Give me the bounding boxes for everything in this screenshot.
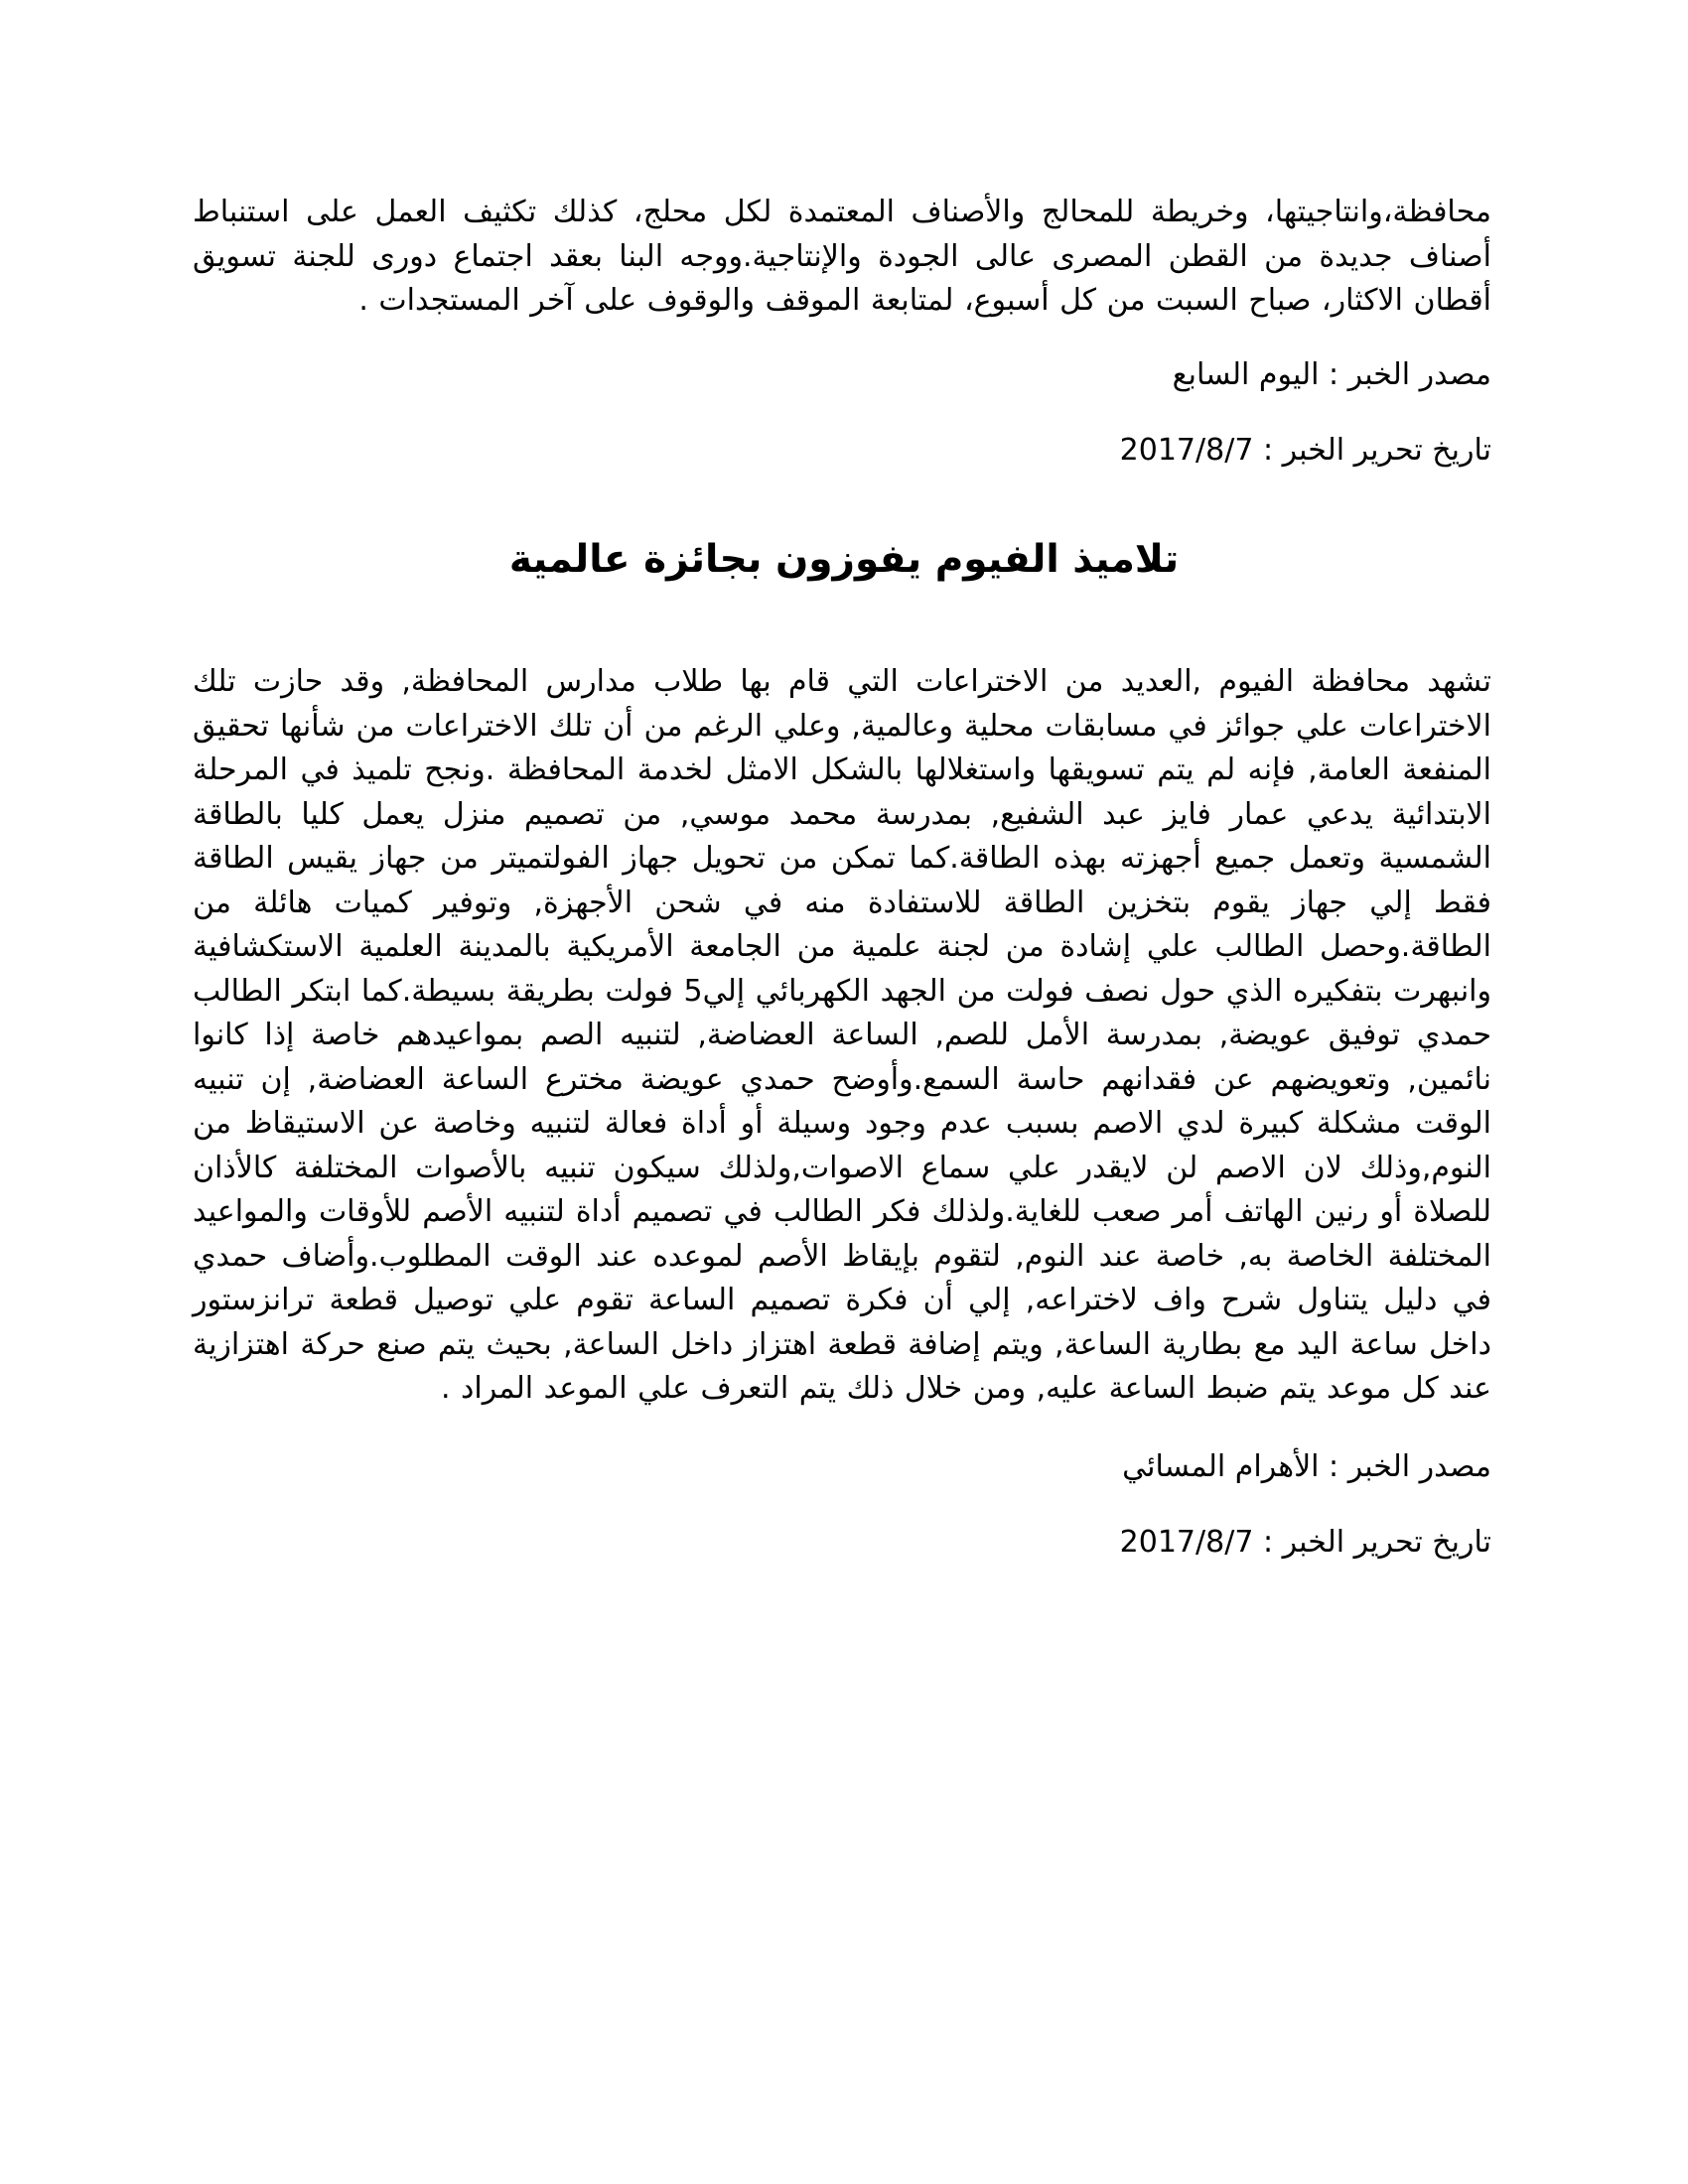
intro-date-value: 2017/8/7 (1119, 432, 1254, 468)
intro-date-label: تاريخ تحرير الخبر : (1262, 432, 1491, 468)
intro-paragraph: محافظة،وانتاجيتها، وخريطة للمحالج والأصناف المعتمدة لكل محلج، كذلك تكثيف العمل على استنباط أصناف جديدة من القطن المصرى عالى الجودة والإنتاجية.ووجه البنا بعقد اجتماع دورى للجنة تسويق أقطان الاكثار، صباح السبت من كل أسبوع، لمتابعة الموقف والوقوف على آخر المستجدات . (193, 195, 1491, 318)
article-body: تشهد محافظة الفيوم ,العديد من الاختراعات التي قام بها طلاب مدارس المحافظة, وقد حازت تلك الاختراعات علي جوائز في مسابقات محلية وعالمية, وعلي الرغم من أن تلك الاختراعات من شأنها تحقيق المنفعة العامة, فإنه لم يتم تسويقها واستغلالها بالشكل الامثل لخدمة المحافظة .ونجح تلميذ في المرحلة الابتدائية يدعي عمار فايز عبد الشفيع, بمدرسة محمد موسي, من تصميم منزل يعمل كليا بالطاقة الشمسية وتعمل جميع أجهزته بهذه الطاقة.كما تمكن من تحويل جهاز الفولتميتر من جهاز يقيس الطاقة فقط إلي جهاز يقوم بتخزين الطاقة للاستفادة منه في شحن الأجهزة, وتوفير كميات هائلة من الطاقة.وحصل الطالب علي إشادة من لجنة علمية من الجامعة الأمريكية بالمدينة العلمية الاستكشافية وانبهرت بتفكيره الذي حول نصف فولت من الجهد الكهربائي إلي5 فولت بطريقة بسيطة.كما ابتكر الطالب حمدي توفيق عويضة, بمدرسة الأمل للصم, الساعة العضاضة, لتنبيه الصم بمواعيدهم خاصة إذا كانوا نائمين, وتعويضهم عن فقدانهم حاسة السمع.وأوضح حمدي عويضة مخترع الساعة العضاضة, إن تنبيه الوقت مشكلة كبيرة لدي الاصم بسبب عدم وجود وسيلة أو أداة فعالة لتنبيه وخاصة عن الاستيقاظ من النوم,وذلك لان الاصم لن لايقدر علي سماع الاصوات,ولذلك سيكون تنبيه بالأصوات المختلفة كالأذان للصلاة أو رنين الهاتف أمر صعب للغاية.ولذلك فكر الطالب في تصميم أداة لتنبيه الأصم للأوقات والمواعيد المختلفة الخاصة به, خاصة عند النوم, لتقوم بإيقاظ الأصم لموعده عند الوقت المطلوب.وأضاف حمدي في دليل يتناول شرح واف لاختراعه, إلي أن فكرة تصميم الساعة تقوم علي توصيل قطعة ترانزستور داخل ساعة اليد مع بطارية الساعة, ويتم إضافة قطعة اهتزاز داخل الساعة, بحيث يتم صنع حركة اهتزازية عند كل موعد يتم ضبط الساعة عليه, ومن خلال ذلك يتم التعرف علي الموعد المراد . (193, 664, 1491, 1406)
article-date-line (193, 1521, 1491, 1565)
article-section (193, 660, 1491, 1565)
intro-date-line (193, 429, 1491, 473)
article-date-value: 2017/8/7 (1119, 1524, 1254, 1560)
intro-section (193, 191, 1491, 473)
article-headline: تلاميذ الفيوم يفوزون بجائزة عالمية (508, 537, 1180, 582)
article-date-label: تاريخ تحرير الخبر : (1262, 1524, 1491, 1560)
intro-source-line: مصدر الخبر : اليوم السابع (1172, 356, 1491, 392)
article-source-line: مصدر الخبر : الأهرام المسائي (1122, 1448, 1491, 1484)
